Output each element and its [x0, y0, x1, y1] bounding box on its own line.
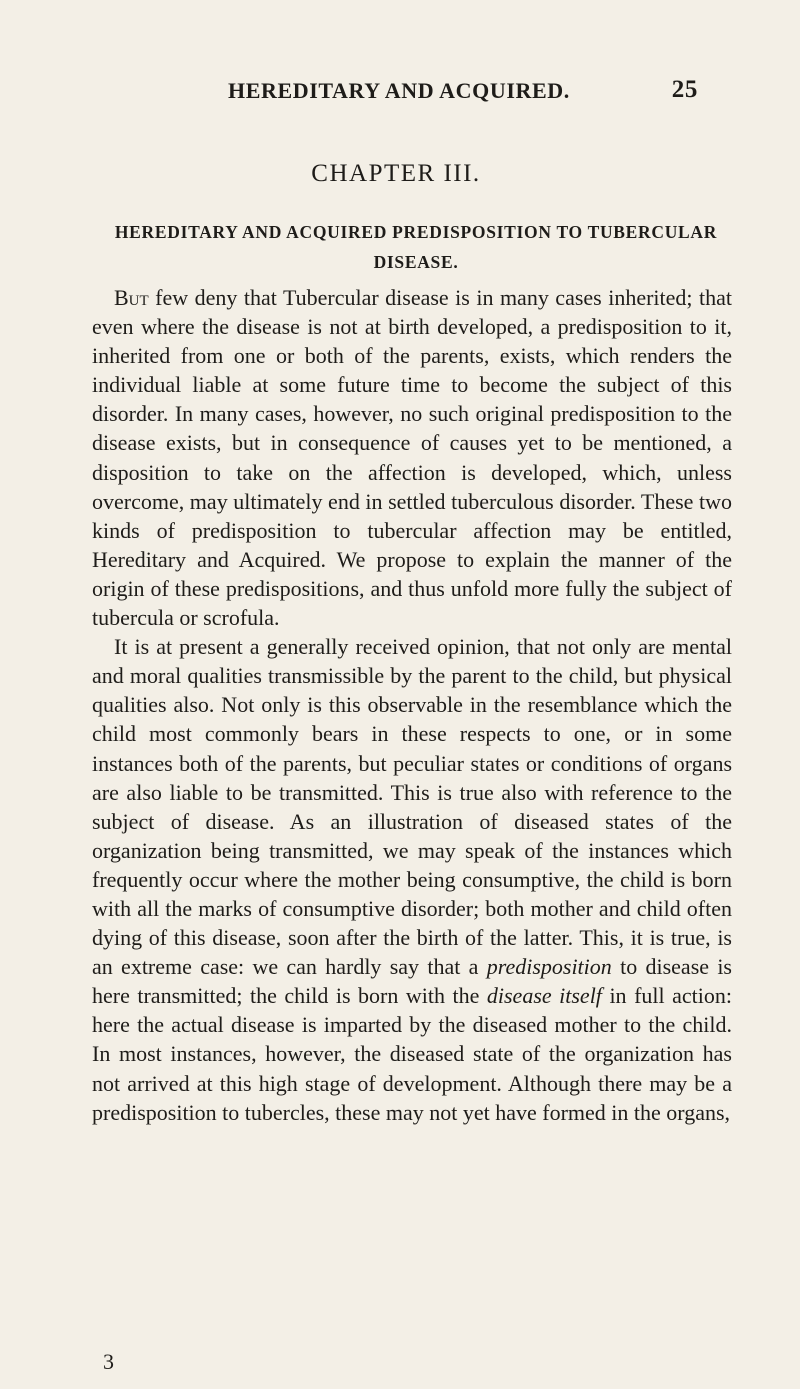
chapter-title: HEREDITARY AND ACQUIRED PREDISPOSITION TO TUBERCULAR DISEASE. [114, 222, 718, 272]
emphasis-text: predisposition [486, 954, 612, 980]
running-title: HEREDITARY AND ACQUIRED. [228, 78, 570, 103]
paragraph-text: to disease is here transmitted; the child is born with the [92, 954, 732, 1009]
emphasis-text: disease itself [486, 983, 602, 1009]
signature-mark: 3 [103, 1349, 114, 1374]
paragraph-text: It is at present a generally received opinion, that not only are mental and moral qualities transmissible by the parent to the child, but physical qualities also. Not only is this observable in the resemblance which the child most commonly bears in these respects to one, or in some instances both of the parents, but peculiar states or conditions of organs are also liable to be transmitted. This is true also with reference to the subject of disease. As an illustration of diseased states of the organization being transmitted, we may speak of the instances which frequently occur where the mother being consumptive, the child is born with all the marks of consumptive disorder; both mother and child often dying of this disease, soon after the birth of the latter. This, it is true, is an extreme case: we can hardly say that a [92, 634, 732, 980]
page-number: 25 [671, 76, 698, 103]
chapter-heading: CHAPTER III. [311, 160, 481, 187]
running-head [228, 78, 698, 108]
paragraph-text: in full action: here the actual disease is imparted by the diseased mother to the child. In most instances, however, the diseased state of the organization has not arrived at this high stage of development. Although there may be a predisposition to tubercles, these may not yet have formed in the organs, [92, 983, 732, 1125]
paragraph-text: few deny that Tubercular disease is in many cases inherited; that even where the disease is not at birth developed, a predisposition to it, inherited from one or both of the parents, exists, which renders the individual liable at some future time to become the subject of this disorder. In many cases, however, no such original predisposition to the disease exists, but in consequence of causes yet to be mentioned, a disposition to take on the affection is developed, which, unless overcome, may ultimately end in settled tuberculous disorder. These two kinds of predisposition to tubercular affection may be entitled, Hereditary and Acquired. We propose to explain the manner of the origin of these predispositions, and thus unfold more fully the subject of tubercula or scrofula. [92, 285, 732, 631]
body-text [92, 283, 732, 1127]
paragraph-lead-word: But [114, 285, 149, 310]
paragraph [92, 283, 732, 632]
paragraph [92, 632, 732, 1127]
